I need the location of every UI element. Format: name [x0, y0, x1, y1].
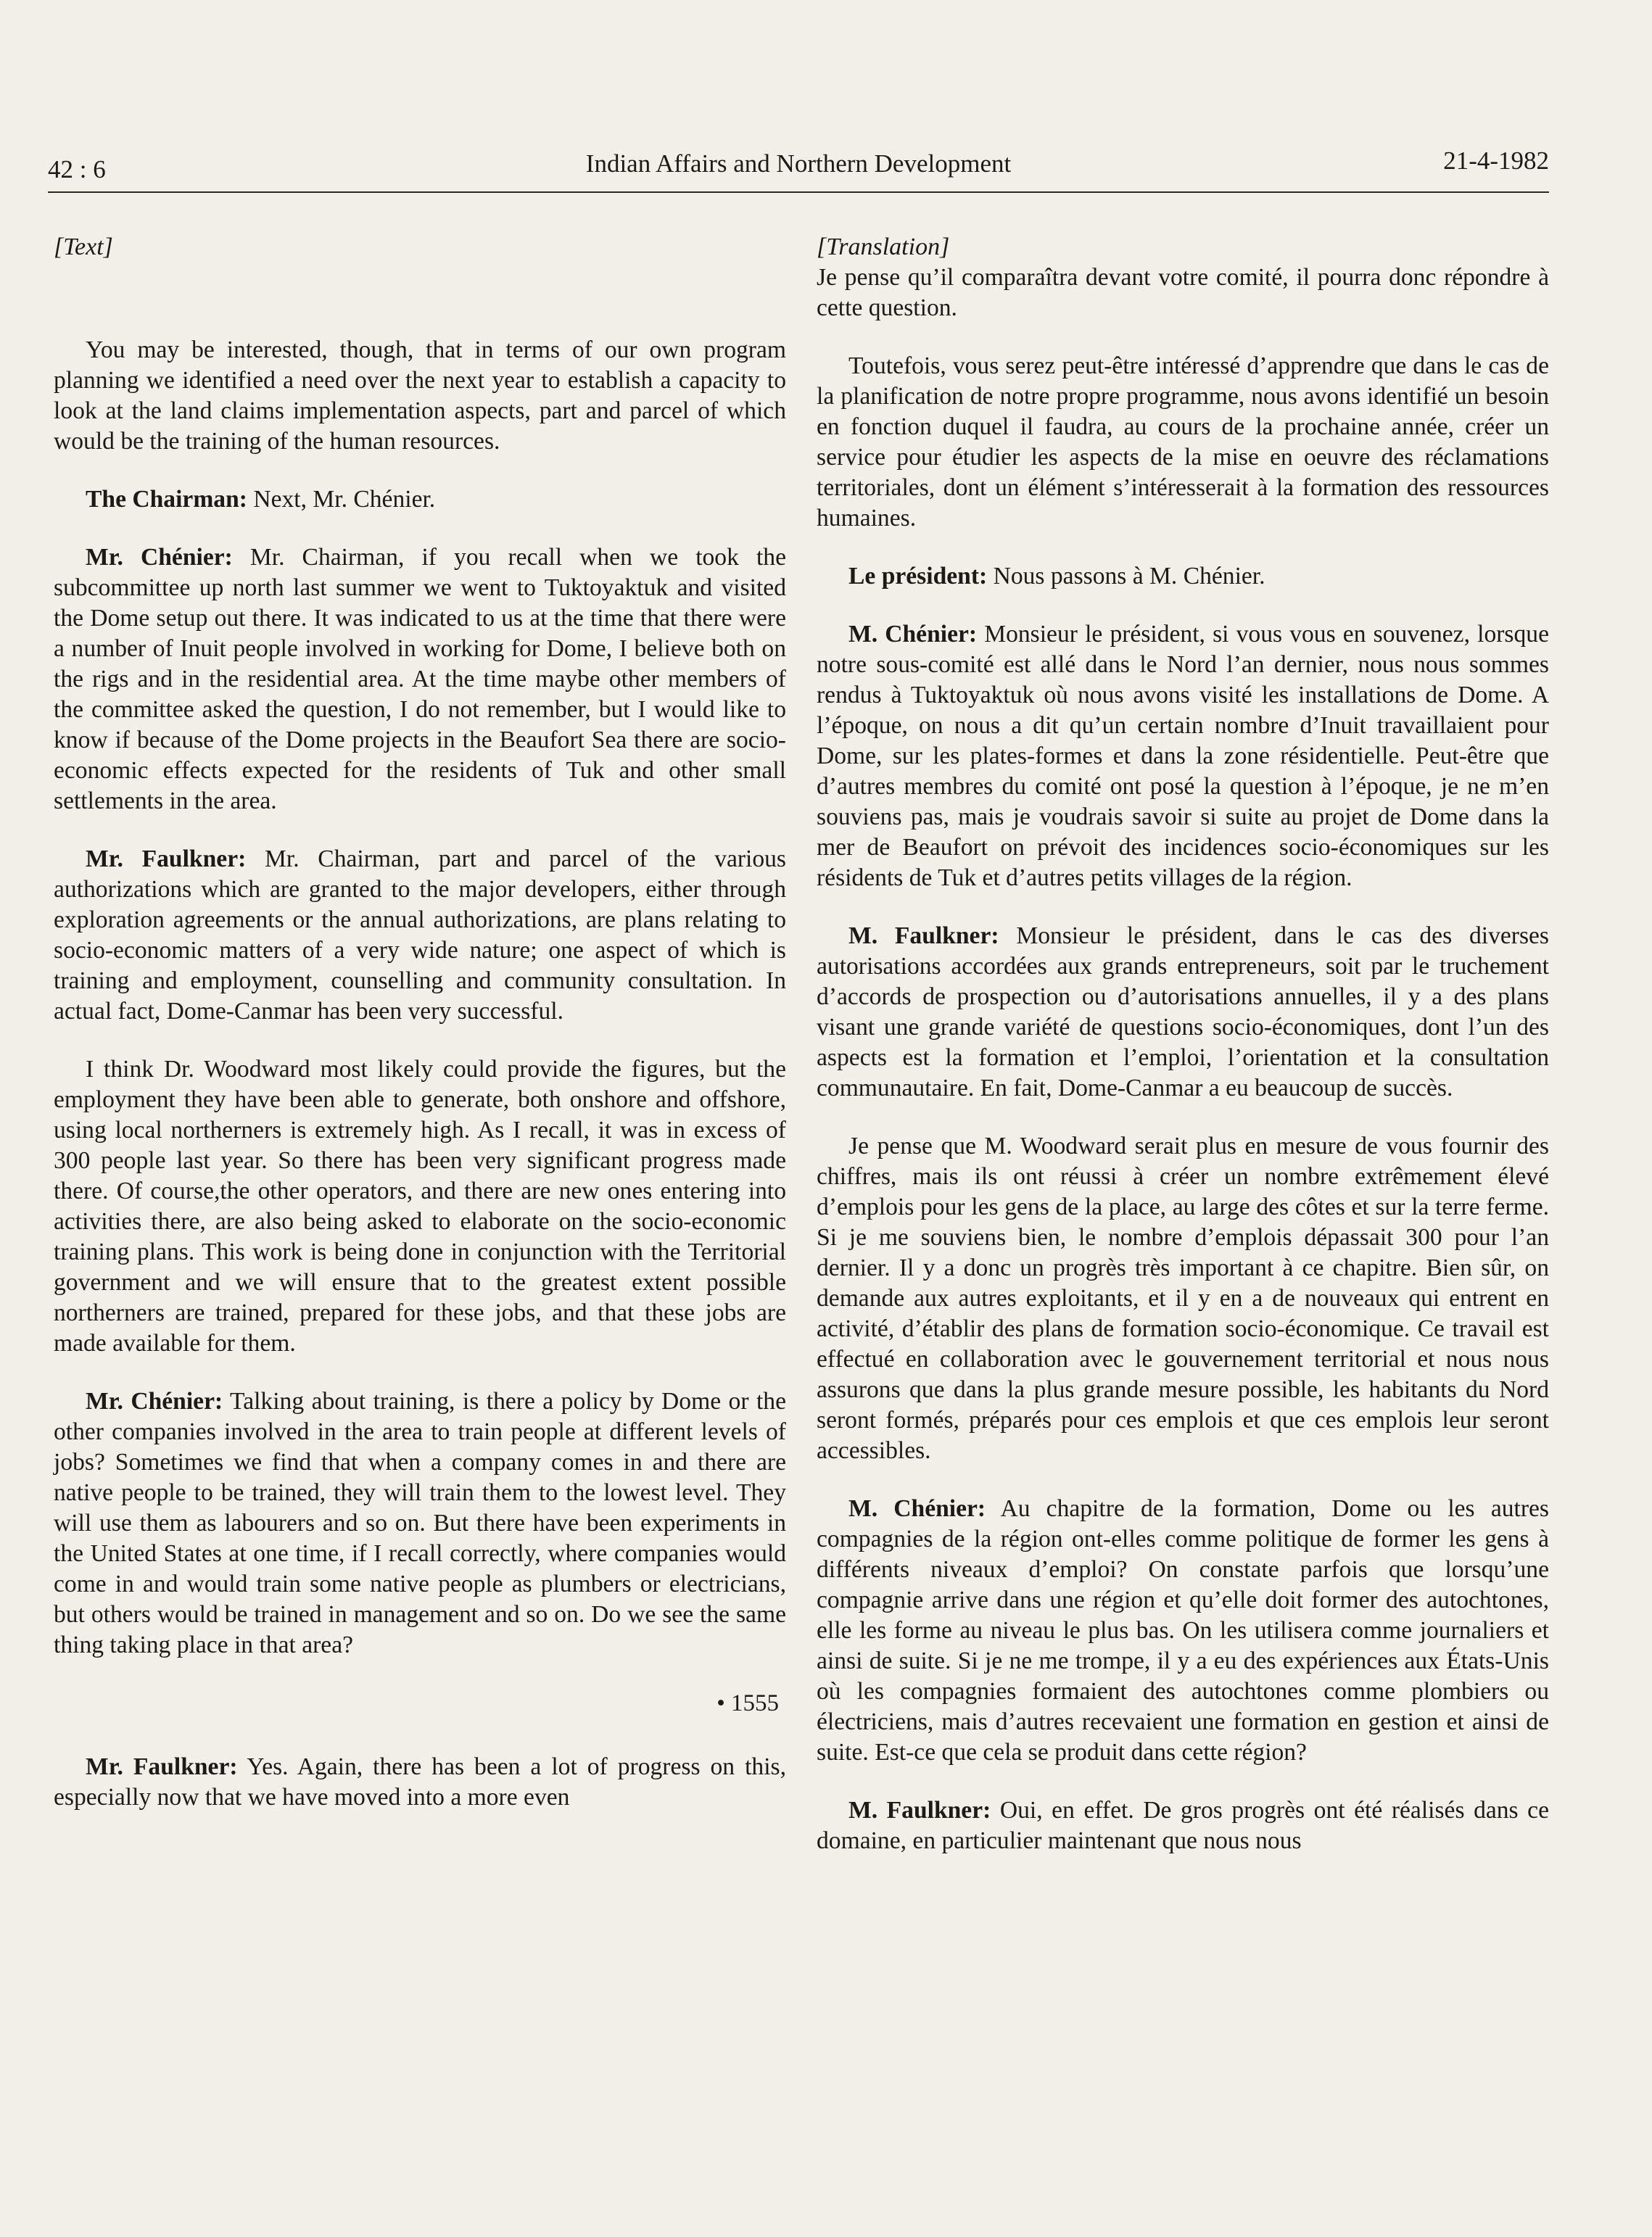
paragraph — [817, 561, 1549, 592]
speech-text: Talking about training, is there a policy by Dome or the other companies involved in the area to train people at different levels of jobs? Sometimes we find that when a company comes in and there are native people to be trained, they will train them to the lowest level. They will use them as labourers and so on. But there have been experiments in the United States at one time, if I recall correctly, where companies would come in and would train some native people as plumbers or electricians, but others would be trained in management and so on. Do we see the same thing taking place in that area? — [54, 1388, 787, 1658]
paragraph — [54, 1752, 786, 1813]
speech-text: Monsieur le président, dans le cas des diverses autorisations accordées aux grands entrepreneurs, soit par le truchement d’accords de prospection ou d’autorisations annuelles, il y a des plans visant une grande variété de questions socio-économiques, dont l’un des aspects est la formation et l’emploi, l’orientation et la consultation communautaire. En fait, Dome-Canmar a eu beaucoup de succès. — [817, 922, 1549, 1101]
column-label-translation: [Translation] — [817, 233, 950, 260]
paragraph — [817, 619, 1549, 893]
speech-text: Yes. Again, there has been a lot of progress on this, especially now that we have moved into a more even — [54, 1753, 786, 1811]
paragraph — [817, 1795, 1549, 1856]
page-number: 42 : 6 — [48, 155, 106, 183]
paragraph: Je pense que M. Woodward serait plus en mesure de vous fournir des chiffres, mais ils ont réussi à créer un nombre extrêmement élevé d’emplois pour les gens de la place, au large des côtes et sur la terre ferme. Si je me souviens bien, le nombre d’emplois dépassait 300 pour l’an dernier. Il y a donc un progrès très important à ce chapitre. Bien sûr, on demande aux autres exploitants, et il y en a de nouveaux qui entrent en activité, d’établir des plans de formation socio-économique. Ce travail est effectué en collaboration avec le gouvernement territorial et nous nous assurons que dans la plus grande mesure possible, les habitants du Nord seront formés, préparés pour ces emplois et que ces emplois leur seront accessibles. — [817, 1133, 1549, 1464]
speaker-name: The Chairman: — [86, 486, 247, 513]
time-marker: • 1555 — [716, 1690, 779, 1716]
speech-text: Oui, en effet. De gros progrès ont été réalisés dans ce domaine, en particulier maintenant que nous nous — [817, 1797, 1549, 1854]
speaker-name: Le président: — [848, 563, 988, 590]
speaker-name: M. Faulkner: — [848, 922, 999, 949]
speaker-name: Mr. Chénier: — [86, 1388, 223, 1415]
speech-text: Next, Mr. Chénier. — [247, 486, 436, 513]
paragraph — [54, 542, 786, 816]
speaker-name: Mr. Chénier: — [86, 544, 233, 571]
french-column — [817, 232, 1549, 1884]
speech-text: Nous passons à M. Chénier. — [987, 563, 1265, 590]
speaker-name: Mr. Faulkner: — [86, 845, 247, 872]
column-label-text: [Text] — [54, 233, 113, 260]
paragraph: I think Dr. Woodward most likely could provide the figures, but the employment they have been able to generate, both onshore and offshore, using local northerners is extremely high. As I recall, it was in excess of 300 people last year. So there has been very significant progress made there. Of course,the other operators, and there are new ones entering into activities there, are also being asked to elaborate on the socio-economic training plans. This work is being done in conjunction with the Territorial government and we will ensure that to the greatest extent possible northerners are trained, prepared for these jobs, and that these jobs are made available for them. — [54, 1056, 786, 1357]
paragraph — [54, 484, 786, 515]
page-date: 21-4-1982 — [1443, 146, 1549, 175]
english-column — [54, 232, 786, 1840]
speaker-name: M. Chénier: — [848, 1495, 986, 1522]
page-header — [48, 145, 1549, 193]
running-title: Indian Affairs and Northern Development — [585, 149, 1012, 178]
paragraph — [54, 844, 786, 1027]
speech-text: Mr. Chairman, if you recall when we took the subcommittee up north last summer we went to Tuktoyaktuk and visited the Dome setup out there. It was indicated to us at the time that there were a number of Inuit people involved in working for Dome, I believe both on the rigs and in the residential area. At the time maybe other members of the committee asked the question, I do not remember, but I would like to know if because of the Dome projects in the Beaufort Sea there are socio-economic effects expected for the residents of Tuk and other small settlements in the area. — [54, 544, 786, 814]
speech-text: Monsieur le président, si vous vous en souvenez, lorsque notre sous-comité est allé dans le Nord l’an dernier, nous nous sommes rendus à Tuktoyaktuk où nous avons visité les installations de Dome. A l’époque, on nous a dit qu’un certain nombre d’Inuit travaillaient pour Dome, sur les plates-formes et dans la zone résidentielle. Peut-être que d’autres membres du comité ont posé la question à l’époque, je ne m’en souviens pas, mais je voudrais savoir si suite au projet de Dome dans la mer de Beaufort on prévoit des incidences socio-économiques sur les résidents de Tuk et d’autres petits villages de la région. — [817, 621, 1549, 891]
speech-text: Au chapitre de la formation, Dome ou les autres compagnies de la région ont-elles comme politique de former les gens à différents niveaux d’emploi? On constate parfois que lorsqu’une compagnie arrive dans une région et qu’elle doit former des autochtones, elle les forme au niveau le plus bas. On les utilisera comme journaliers et ainsi de suite. Si je ne me trompe, il y a eu des expériences aux États-Unis où les compagnies formaient des autochtones comme plombiers ou électriciens, mais d’autres recevaient une formation en gestion et ainsi de suite. Est-ce que cela se produit dans cette région? — [817, 1495, 1549, 1766]
paragraph: Toutefois, vous serez peut-être intéressé d’apprendre que dans le cas de la planification de notre propre programme, nous avons identifié un besoin en fonction duquel il faudra, au cours de la prochaine année, créer un service pour étudier les aspects de la mise en oeuvre des réclamations territoriales, dont un élément s’intéresserait à la formation des ressources humaines. — [817, 352, 1549, 532]
paragraph: You may be interested, though, that in terms of our own program planning we identified a need over the next year to establish a capacity to look at the land claims implementation aspects, part and parcel of which would be the training of the human resources. — [54, 336, 786, 455]
speaker-name: Mr. Faulkner: — [86, 1753, 238, 1780]
paragraph: Je pense qu’il comparaîtra devant votre comité, il pourra donc répondre à cette question. — [817, 264, 1549, 321]
speaker-name: M. Faulkner: — [848, 1797, 991, 1824]
speaker-name: M. Chénier: — [848, 621, 978, 648]
paragraph — [817, 921, 1549, 1104]
paragraph — [817, 1494, 1549, 1768]
paragraph — [54, 1386, 786, 1661]
speech-text: Mr. Chairman, part and parcel of the various authorizations which are granted to the major developers, either through exploration agreements or the annual authorizations, are plans relating to socio-economic matters of a very wide nature; one aspect of which is training and employment, counselling and community consultation. In actual fact, Dome-Canmar has been very successful. — [54, 845, 786, 1025]
